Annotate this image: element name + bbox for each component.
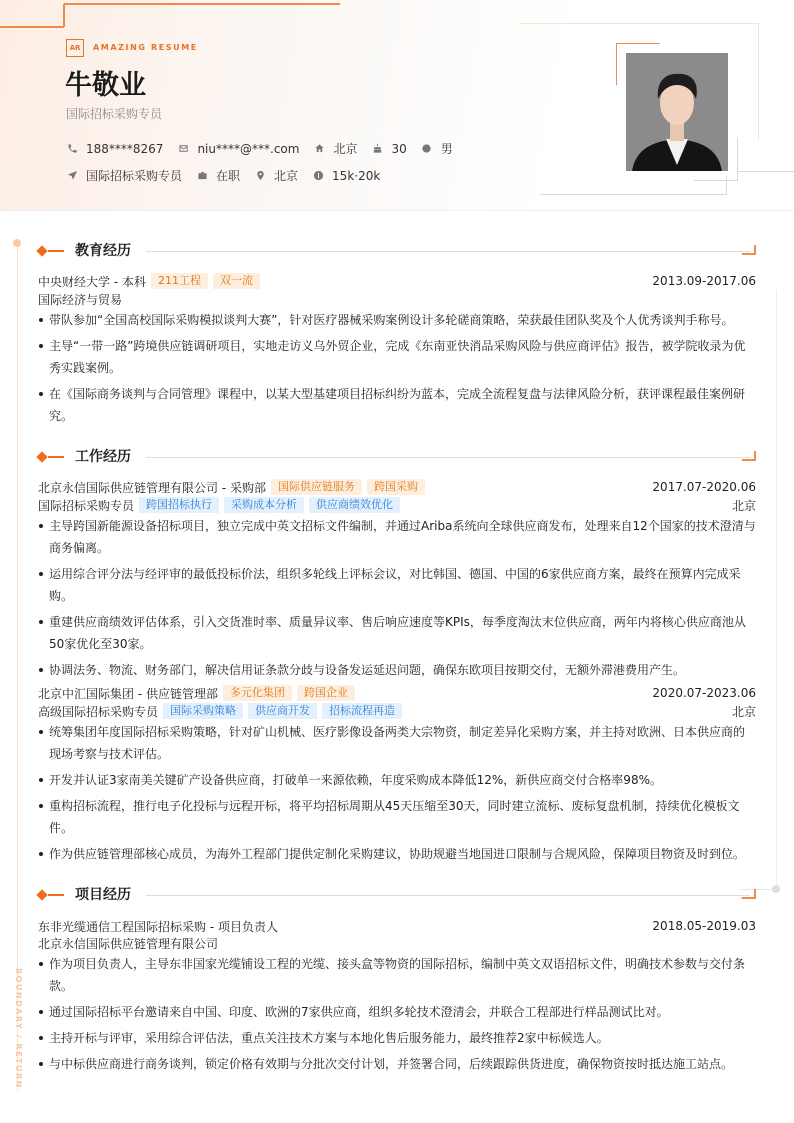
corner-mark (742, 245, 756, 255)
education-date: 2013.09-2017.06 (652, 274, 756, 288)
section-title: 教育经历 (75, 243, 131, 259)
corner-mark (742, 889, 756, 899)
cake-icon (371, 143, 383, 155)
company-tag: 跨国企业 (297, 685, 355, 701)
city-text: 北京 (333, 142, 358, 156)
diamond-icon (36, 889, 47, 900)
project-org-line (38, 934, 756, 952)
list-item: 重建供应商绩效评估体系，引入交货准时率、质量异议率、售后响应速度等KPIs，每季度淘汰末位供应商，两年内将核心供应商池从50家优化至30家。 (38, 611, 756, 655)
phone-text: 188****8267 (86, 141, 164, 156)
section-rule (146, 251, 750, 252)
email-item (177, 142, 299, 156)
company-tag: 多元化集团 (223, 685, 292, 701)
list-item: 在《国际商务谈判与合同管理》课程中，以某大型基建项目招标纠纷为蓝本，完成全流程复盘与法律风险分析，获评课程最佳案例研究。 (38, 383, 756, 427)
position-text: 国际招标采购专员 (86, 169, 183, 183)
major-text: 国际经济与贸易 (38, 292, 123, 307)
list-item: 重构招标流程，推行电子化投标与远程开标，将平均招标周期从45天压缩至30天，同时建立流标、废标复盘机制，持续优化模板文件。 (38, 795, 756, 839)
diamond-icon (36, 451, 47, 462)
list-item: 作为供应链管理部核心成员，为海外工程部门提供定制化采购建议，协助规避当地国进口限制与合规风险，保障项目物资及时到位。 (38, 843, 756, 865)
job-location: 北京 (731, 498, 756, 513)
school-tag: 211工程 (151, 273, 208, 289)
heading-dash (48, 894, 64, 896)
corner-mark (742, 451, 756, 461)
avatar (626, 53, 728, 171)
timeline-dot (13, 239, 21, 247)
role-text: 高级国际招标采购专员 (38, 704, 159, 719)
job-company-line (38, 478, 756, 496)
section-work-header (36, 447, 756, 467)
email-text: niu****@***.com (197, 141, 300, 156)
status-item (196, 167, 240, 184)
location-pin-icon (254, 170, 266, 182)
role-tag: 供应商开发 (248, 703, 317, 719)
city-item (313, 140, 357, 157)
age-text: 30 (391, 141, 407, 156)
list-item: 主导跨国新能源设备招标项目，独立完成中英文招标文件编制，并通过Ariba系统向全球供应商发布，处理来自12个国家的技术澄清与商务偏离。 (38, 515, 756, 559)
deco-line (726, 176, 727, 195)
education-major-line (38, 290, 756, 308)
logo-mark: AR (66, 39, 84, 57)
phone-icon (66, 143, 78, 155)
heading-dash (48, 456, 64, 458)
contact-row (66, 140, 467, 157)
list-item: 协调法务、物流、财务部门，解决信用证条款分歧与设备发运延迟问题，确保东欧项目按期交付，无额外滞港费用产生。 (38, 659, 756, 681)
deco-line (694, 180, 738, 181)
salary-text: 15k·20k (332, 168, 381, 183)
mail-icon (177, 143, 189, 155)
deco-line (616, 43, 617, 85)
company-tag: 跨国采购 (367, 479, 425, 495)
role-tag: 采购成本分析 (224, 497, 304, 513)
deco-line (616, 43, 660, 44)
list-item: 运用综合评分法与经评审的最低投标价法，组织多轮线上评标会议，对比韩国、德国、中国的6家供应商方案，最终在预算内完成采购。 (38, 563, 756, 607)
deco-line (738, 171, 794, 172)
job-date: 2017.07-2020.06 (652, 480, 756, 494)
diamond-icon (36, 245, 47, 256)
job-role-line (38, 496, 756, 514)
salary-item (312, 169, 380, 183)
project-date: 2018.05-2019.03 (652, 919, 756, 933)
list-item: 通过国际招标平台邀请来自中国、印度、欧洲的7家供应商，组织多轮技术澄清会，并联合工程部进行样品测试比对。 (38, 1001, 756, 1023)
job-date: 2020.07-2023.06 (652, 686, 756, 700)
list-item: 开发并认证3家南美关键矿产设备供应商，打破单一来源依赖，年度采购成本降低12%，新供应商交付合格率98%。 (38, 769, 756, 791)
list-item: 与中标供应商进行商务谈判，锁定价格有效期与分批次交付计划，并签署合同，后续跟踪供货进度，确保物资按时抵达施工站点。 (38, 1053, 756, 1075)
project-org: 北京永信国际供应链管理有限公司 (38, 936, 219, 951)
company-text: 北京中汇国际集团 - 供应链管理部 (38, 686, 218, 701)
send-icon (66, 170, 78, 182)
candidate-name: 牛敬业 (65, 70, 146, 101)
position-item (66, 167, 182, 184)
gender-text: 男 (440, 142, 453, 156)
home-icon (313, 143, 325, 155)
header-divider (0, 210, 794, 211)
deco-line (520, 23, 758, 24)
deco-line (540, 194, 726, 195)
job-location: 北京 (731, 704, 756, 719)
section-rule (146, 457, 750, 458)
deco-line (63, 4, 65, 27)
section-title: 工作经历 (75, 449, 131, 465)
section-title: 项目经历 (75, 887, 131, 903)
logo-text: AMAZING RESUME (93, 43, 198, 52)
age-item (371, 142, 406, 156)
role-tag: 跨国招标执行 (139, 497, 219, 513)
gender-icon (421, 143, 433, 155)
role-tag: 国际采购策略 (163, 703, 243, 719)
target-city-text: 北京 (274, 169, 299, 183)
intent-row (66, 167, 394, 184)
section-project-header (36, 885, 756, 905)
section-education-header (36, 241, 756, 261)
side-label: BOUNDARY / RETURN (14, 968, 23, 1089)
list-item: 作为项目负责人，主导东非国家光缆铺设工程的光缆、接头盒等物资的国际招标，编制中英文双语招标文件，明确技术参数与交付条款。 (38, 953, 756, 997)
status-text: 在职 (216, 169, 241, 183)
timeline-line (17, 247, 18, 1090)
list-item: 主导“一带一路”跨境供应链调研项目，实地走访义乌外贸企业，完成《东南亚快消品采购风险与供应商评估》报告，被学院收录为优秀实践案例。 (38, 335, 756, 379)
candidate-title: 国际招标采购专员 (66, 107, 163, 121)
deco-line (737, 137, 738, 181)
project-name-line (38, 917, 756, 935)
company-tag: 国际供应链服务 (271, 479, 362, 495)
list-item: 统筹集团年度国际招标采购策略，针对矿山机械、医疗影像设备两类大宗物资，制定差异化采购方案，并主持对欧洲、日本供应商的现场考察与技术评估。 (38, 721, 756, 765)
list-item: 主持开标与评审，采用综合评估法，重点关注技术方案与本地化售后服务能力，最终推荐2家中标候选人。 (38, 1027, 756, 1049)
school-text: 中央财经大学 - 本科 (38, 274, 146, 289)
list-item: 带队参加“全国高校国际采购模拟谈判大赛”，针对医疗器械采购案例设计多轮磋商策略，荣获最佳团队奖及个人优秀谈判手称号。 (38, 309, 756, 331)
target-city-item (254, 167, 298, 184)
education-school-line (38, 272, 756, 290)
company-text: 北京永信国际供应链管理有限公司 - 采购部 (38, 480, 266, 495)
heading-dash (48, 250, 64, 252)
role-text: 国际招标采购专员 (38, 498, 135, 513)
job-company-line (38, 684, 756, 702)
deco-line (776, 290, 777, 886)
school-tag: 双一流 (213, 273, 260, 289)
phone-item (66, 142, 163, 156)
deco-line (64, 3, 340, 5)
role-tag: 招标流程再造 (322, 703, 402, 719)
briefcase-icon (196, 170, 208, 182)
gender-item (421, 140, 453, 157)
deco-line (758, 23, 759, 141)
money-icon (312, 170, 324, 182)
job-role-line (38, 702, 756, 720)
role-tag: 供应商绩效优化 (309, 497, 400, 513)
project-name: 东非光缆通信工程国际招标采购 - 项目负责人 (38, 919, 278, 934)
deco-line (0, 26, 64, 28)
section-rule (146, 895, 750, 896)
